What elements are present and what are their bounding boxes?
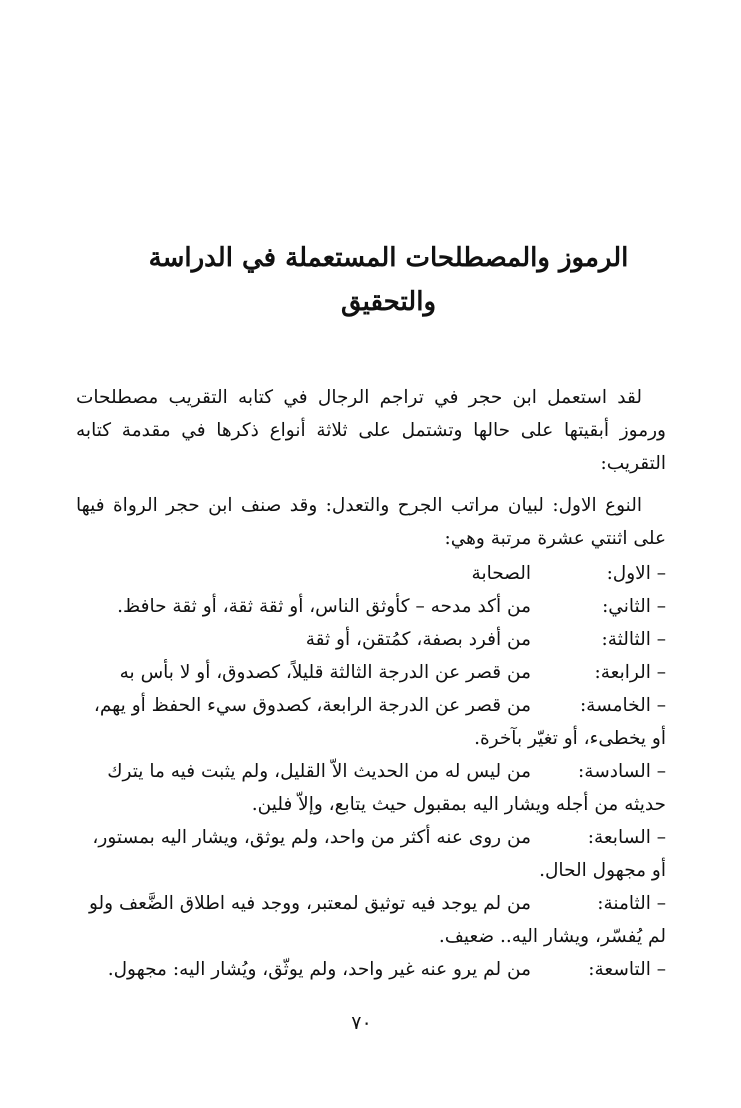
- rank-label: – الاول:: [606, 563, 666, 584]
- rank-label: – السابعة:: [587, 827, 666, 848]
- rank-description: من أفرد بصفة، كمُتقن، أو ثقة: [305, 629, 531, 650]
- list-item: [76, 557, 666, 590]
- rank-label: – الثامنة:: [597, 893, 666, 914]
- rank-label: – الثاني:: [602, 596, 666, 617]
- intro-paragraph: لقد استعمل ابن حجر في تراجم الرجال في كتابه التقريب مصطلحات ورموز أبقيتها على حالها وتشتمل على ثلاثة أنواع ذكرها في مقدمة كتابه التقريب:: [76, 387, 666, 474]
- rank-label: – التاسعة:: [588, 959, 666, 980]
- list-item: [76, 821, 666, 887]
- list-item: [76, 755, 666, 821]
- list-item: [76, 953, 666, 986]
- list-item: [76, 689, 666, 755]
- chapter-title-line-2: والتحقيق: [340, 287, 436, 317]
- chapter-title: [0, 236, 741, 324]
- list-item: [76, 623, 666, 656]
- rank-description: من أكد مدحه – كأوثق الناس، أو ثقة ثقة، أو ثقة حافظ.: [117, 596, 531, 617]
- rank-description-continued: أو مجهول الحال.: [539, 860, 666, 881]
- rank-list: [76, 557, 666, 986]
- rank-description-continued: أو يخطىء، أو تغيّر بآخرة.: [474, 728, 666, 749]
- type-one-paragraph: النوع الاول: لبيان مراتب الجرح والتعدل: وقد صنف ابن حجر الرواة فيها على اثنتي عشرة مرتبة وهي:: [76, 495, 666, 549]
- list-item: [76, 887, 666, 953]
- rank-label: – السادسة:: [578, 761, 666, 782]
- rank-label: – الخامسة:: [579, 695, 666, 716]
- page-number: ٧٠: [351, 1012, 372, 1034]
- rank-description-continued: حديثه من أجله ويشار اليه بمقبول حيث يتابع، وإلاّ فلين.: [251, 794, 666, 815]
- rank-description: من روى عنه أكثر من واحد، ولم يوثق، ويشار اليه بمستور،: [92, 827, 531, 848]
- chapter-title-line-1: الرموز والمصطلحات المستعملة في الدراسة: [148, 243, 629, 273]
- list-item: [76, 590, 666, 623]
- rank-label: – الثالثة:: [601, 629, 666, 650]
- rank-label: – الرابعة:: [594, 662, 666, 683]
- rank-description: الصحابة: [471, 563, 531, 584]
- rank-description: من لم يوجد فيه توثيق لمعتبر، ووجد فيه اطلاق الضَّعف ولو: [88, 893, 531, 914]
- rank-description: من لم يرو عنه غير واحد، ولم يوثّق، ويُشار اليه: مجهول.: [107, 959, 531, 980]
- list-item: [76, 656, 666, 689]
- rank-description: من قصر عن الدرجة الثالثة قليلاً، كصدوق، أو لا بأس به: [119, 662, 531, 683]
- rank-description: من ليس له من الحديث الاّ القليل، ولم يثبت فيه ما يترك: [107, 761, 531, 782]
- rank-description: من قصر عن الدرجة الرابعة، كصدوق سيء الحفظ أو يهم،: [93, 695, 531, 716]
- rank-description-continued: لم يُفسّر، ويشار اليه.. ضعيف.: [438, 926, 666, 947]
